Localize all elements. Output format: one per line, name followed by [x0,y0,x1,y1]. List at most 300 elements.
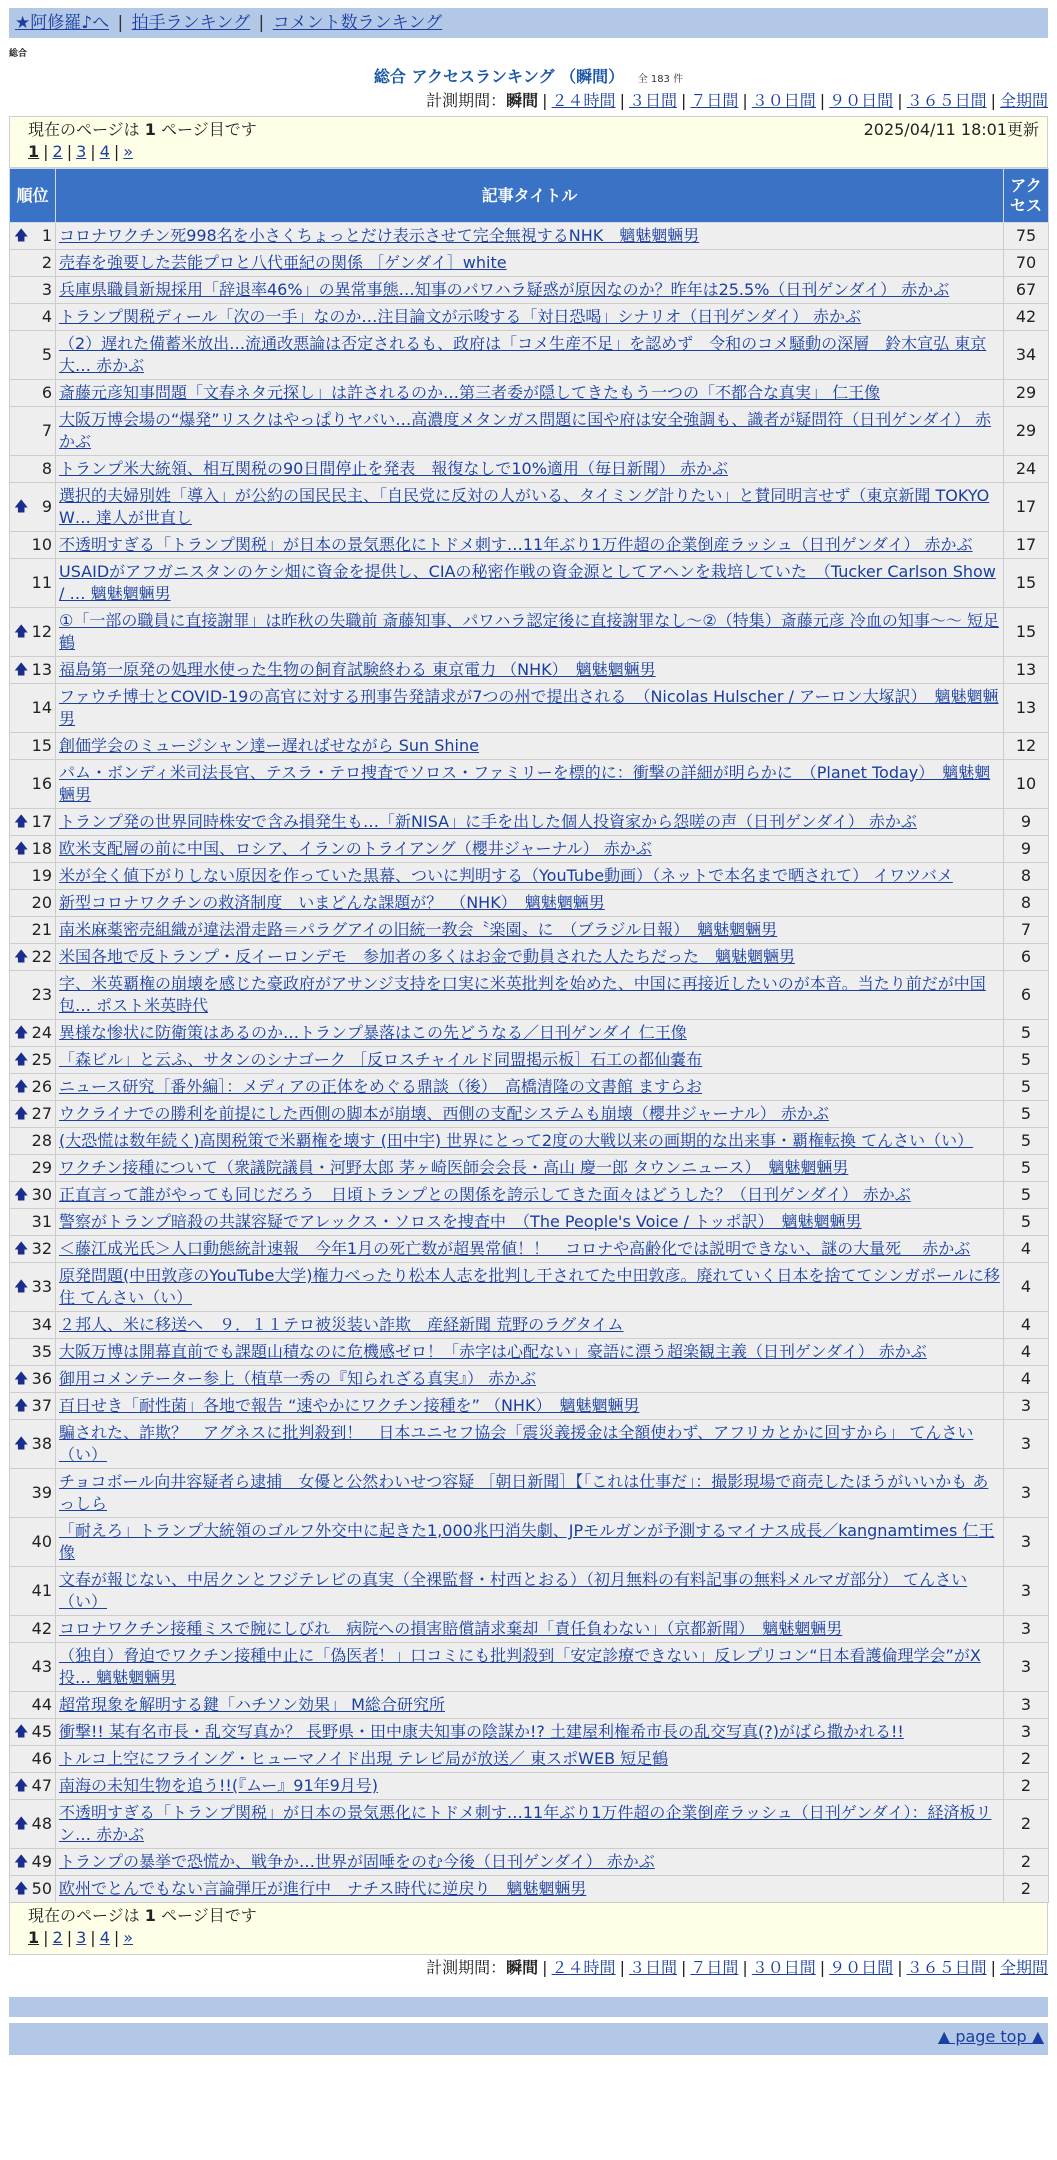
rank-number: 33 [31,1277,52,1296]
article-link[interactable]: 兵庫県職員新規採用「辞退率46%」の異常事態…知事のパワハラ疑惑が原因なのか？昨年は25.5%（日刊ゲンダイ） 赤かぶ [59,280,950,299]
rank-cell [10,1773,56,1800]
pagination-separator: | [90,142,96,161]
title-cell [56,1366,1004,1393]
access-count: 4 [1004,1236,1049,1263]
access-count: 8 [1004,890,1049,917]
title-cell [56,1719,1004,1746]
article-link[interactable]: 正直言って誰がやっても同じだろう 日頃トランプとの関係を誇示してきた面々はどうした？（日刊ゲンダイ） 赤かぶ [59,1185,911,1204]
period-link[interactable]: ９０日間 [829,1958,894,1977]
rank-number: 16 [31,774,52,793]
footer-stripe [9,1997,1048,2023]
home-link[interactable]: ★阿修羅♪へ [15,13,110,33]
article-link[interactable]: 字、米英覇権の崩壊を感じた豪政府がアサンジ支持を口実に米英批判を始めた、中国に再接近したいのが本音。当たり前だが中国包… ポスト米英時代 [59,974,986,1015]
article-link[interactable]: 南海の未知生物を追う!!(『ムー』91年9月号) [59,1776,379,1795]
rank-number: 39 [31,1483,52,1502]
rank-number: 47 [31,1776,52,1795]
article-link[interactable]: トランプ発の世界同時株安で含み損発生も…「新NISA」に手を出した個人投資家から怨嗟の声（日刊ゲンダイ） 赤かぶ [59,812,917,831]
title-cell [56,971,1004,1020]
period-link[interactable]: ２４時間 [551,91,616,110]
rank-cell [10,836,56,863]
access-count: 3 [1004,1643,1049,1692]
rank-number: 11 [31,573,52,592]
access-count: 29 [1004,380,1049,407]
period-label: 計測期間： [426,1958,507,1977]
access-count: 70 [1004,250,1049,277]
table-row [10,917,1049,944]
article-link[interactable]: 創価学会のミュージシャン達ー遅ればせながら Sun Shine [59,736,479,755]
article-link[interactable]: (大恐慌は数年続く)高関税策で米覇権を壊す (田中宇) 世界にとって2度の大戦以来の画期的な出来事・覇権転換 てんさい（い） [59,1131,974,1150]
article-link[interactable]: 百日せき「耐性菌」各地で報告 “速やかにワクチン接種を” （NHK） 魑魅魍魎男 [59,1396,640,1415]
period-link[interactable]: ９０日間 [829,91,894,110]
page-suffix: ページ目です [161,120,257,139]
page-info-box [9,116,1048,168]
title-cell [56,1128,1004,1155]
article-link[interactable]: 騙された、詐欺？ アグネスに批判殺到！ 日本ユニセフ協会「震災義援金は全額使わず、アフリカとかに回すから」 てんさい（い） [59,1423,974,1464]
page-title-text: 総合 アクセスランキング （瞬間） [373,67,625,86]
rank-cell [10,1209,56,1236]
up-arrow-icon: 🡅 [14,1279,29,1295]
up-arrow-icon: 🡅 [14,1436,29,1452]
access-count: 3 [1004,1616,1049,1643]
article-link[interactable]: 大阪万博会場の“爆発”リスクはやっぱりヤバい…高濃度メタンガス問題に国や府は安全強調も、識者が疑問符（日刊ゲンダイ） 赤かぶ [59,410,992,451]
rank-cell [10,483,56,532]
article-link[interactable]: パム・ボンディ米司法長官、テスラ・テロ捜査でソロス・ファミリーを標的に：衝撃の詳細が明らかに （Planet Today） 魑魅魍魎男 [59,763,991,804]
rank-number: 35 [31,1342,52,1361]
rank-number: 19 [31,866,52,885]
page-top-link[interactable]: ▲ page top ▲ [937,2027,1044,2046]
title-cell [56,483,1004,532]
rank-number: 43 [31,1657,52,1676]
table-row [10,733,1049,760]
rank-number: 49 [31,1852,52,1871]
article-link[interactable]: 南米麻薬密売組織が違法滑走路＝パラグアイの旧統一教会〝楽園〟に （ブラジル日報） 魑魅魍魎男 [59,920,778,939]
access-count: 75 [1004,223,1049,250]
page-number: 1 [144,1906,156,1925]
period-current: 瞬間 [506,91,539,110]
up-arrow-icon: 🡅 [14,949,29,965]
rank-cell [10,1616,56,1643]
table-row [10,1128,1049,1155]
table-row [10,250,1049,277]
article-link[interactable]: 文春が報じない、中居クンとフジテレビの真実（全裸監督・村西とおる）（初月無料の有料記事の無料メルマガ部分） てんさい（い） [59,1570,968,1611]
rank-number: 17 [31,812,52,831]
rank-number: 38 [31,1434,52,1453]
pagination [28,141,1039,163]
article-link[interactable]: 欧州でとんでもない言論弾圧が進行中 ナチス時代に逆戻り 魑魅魍魎男 [59,1879,587,1898]
article-link[interactable]: （2）遅れた備蓄米放出…流通改悪論は否定されるも、政府は「コメ生産不足」を認めず 令和のコメ騒動の深層 鈴木宣弘 東京大… 赤かぶ [59,334,987,375]
title-cell [56,863,1004,890]
comment-ranking-link[interactable]: コメント数ランキング [272,13,443,33]
period-link[interactable]: ３６５日間 [906,91,987,110]
access-count: 3 [1004,1393,1049,1420]
rank-cell [10,1101,56,1128]
title-cell [56,250,1004,277]
table-row [10,760,1049,809]
access-count: 5 [1004,1020,1049,1047]
table-row [10,304,1049,331]
up-arrow-icon: 🡅 [14,1187,29,1203]
access-count: 4 [1004,1339,1049,1366]
title-cell [56,223,1004,250]
article-link[interactable]: 異様な惨状に防衛策はあるのか…トランプ暴落はこの先どうなる／日刊ゲンダイ 仁王像 [59,1023,687,1042]
column-header-rank: 順位 [10,169,56,223]
title-cell [56,407,1004,456]
table-row [10,380,1049,407]
up-arrow-icon: 🡅 [14,1816,29,1832]
table-row [10,277,1049,304]
up-arrow-icon: 🡅 [14,1052,29,1068]
updated-timestamp: 2025/04/11 18:01更新 [863,120,1039,139]
rank-number: 5 [41,345,52,364]
pagination-link[interactable]: » [123,1928,134,1947]
article-link[interactable]: 斎藤元彦知事問題「文春ネタ元探し」は許されるのか…第三者委が隠してきたもう一つの「不都合な真実」 仁王像 [59,383,881,402]
period-separator: | [742,1958,748,1977]
page-number: 1 [144,120,156,139]
rank-number: 41 [31,1581,52,1600]
article-link[interactable]: トランプ米大統領、相互関税の90日間停止を発表 報復なしで10%適用（毎日新聞） 赤かぶ [59,459,729,478]
article-link[interactable]: ①「一部の職員に直接謝罪」は昨秋の失職前 斎藤知事、パワハラ認定後に直接謝罪なし～②（特集）斎藤元彦 冷血の知事～～ 短足鶴 [59,611,999,652]
rank-cell [10,331,56,380]
period-separator: | [680,91,687,110]
article-link[interactable]: 選択的夫婦別姓「導入」が公約の国民民主、「自民党に反対の人がいる、タイミング計りたい」と賛同明言せず（東京新聞 TOKYO W… 達人が世直し [59,486,990,527]
table-row [10,1469,1049,1518]
article-link[interactable]: コロナワクチン死998名を小さくちょっとだけ表示させて完全無視するNHK 魑魅魍魎男 [59,226,700,245]
period-link[interactable]: ３日間 [628,1958,677,1977]
period-separator: | [897,1958,903,1977]
rank-cell [10,657,56,684]
rank-cell [10,1263,56,1312]
table-row [10,890,1049,917]
pagination-bottom [28,1927,1039,1949]
footer-bar [9,1997,1048,2055]
article-link[interactable]: 新型コロナワクチンの救済制度 いまどんな課題が？ （NHK） 魑魅魍魎男 [59,893,605,912]
access-count: 6 [1004,944,1049,971]
article-link[interactable]: 不透明すぎる「トランプ関税」が日本の景気悪化にトドメ刺す…11年ぶり1万件超の企業倒産ラッシュ（日刊ゲンダイ）：経済板リン… 赤かぶ [59,1803,992,1844]
table-row [10,971,1049,1020]
rank-cell [10,1849,56,1876]
pagination-separator: | [90,1928,96,1947]
rank-cell [10,1876,56,1903]
title-cell [56,1518,1004,1567]
article-link[interactable]: 米国各地で反トランプ・反イーロンデモ 参加者の多くはお金で動員された人たちだった 魑魅魍魎男 [59,947,796,966]
table-row [10,1746,1049,1773]
access-count: 5 [1004,1047,1049,1074]
title-cell [56,1393,1004,1420]
rank-number: 15 [31,736,52,755]
title-cell [56,836,1004,863]
table-row [10,1263,1049,1312]
pagination-link[interactable]: 4 [99,142,110,161]
period-separator: | [742,91,748,110]
access-count: 5 [1004,1074,1049,1101]
period-link[interactable]: ２４時間 [551,1958,616,1977]
title-cell [56,684,1004,733]
up-arrow-icon: 🡅 [14,624,29,640]
article-link[interactable]: 衝撃!! 某有名市長・乱交写真か？ 長野県・田中康夫知事の陰謀か!? 土建屋利権希市長の乱交写真(?)がばら撒かれる!! [59,1722,904,1741]
article-link[interactable]: コロナワクチン接種ミスで腕にしびれ 病院への損害賠償請求棄却「責任負わない」（京都新聞） 魑魅魍魎男 [59,1619,843,1638]
period-separator: | [680,1958,687,1977]
pagination-link[interactable]: » [123,142,134,161]
table-row [10,809,1049,836]
article-link[interactable]: チョコボール向井容疑者ら逮捕 女優と公然わいせつ容疑 ［朝日新聞］【「これは仕事だ」：撮影現場で商売したほうがいいかも あっしら [59,1472,989,1513]
rank-cell [10,559,56,608]
rank-cell [10,1719,56,1746]
pagination-link[interactable]: 3 [76,1928,87,1947]
page-title [0,66,1057,88]
rank-number: 12 [31,622,52,641]
title-cell [56,1420,1004,1469]
title-cell [56,890,1004,917]
article-link[interactable]: 福島第一原発の処理水使った生物の飼育試験終わる 東京電力 （NHK） 魑魅魍魎男 [59,660,656,679]
article-link[interactable]: トルコ上空にフライング・ヒューマノイド出現 テレビ局が放送／ 東スポWEB 短足鶴 [59,1749,669,1768]
period-link[interactable]: 全期間 [999,1958,1048,1977]
rank-number: 13 [31,660,52,679]
title-cell [56,1692,1004,1719]
article-link[interactable]: 御用コメンテーター参上（植草一秀の『知られざる真実』） 赤かぶ [59,1369,537,1388]
access-count: 29 [1004,407,1049,456]
article-link[interactable]: 超常現象を解明する鍵「ハチソン効果」 M総合研究所 [59,1695,445,1714]
access-count: 3 [1004,1469,1049,1518]
rank-cell [10,1312,56,1339]
pagination-link[interactable]: 4 [99,1928,110,1947]
rank-cell [10,1393,56,1420]
table-row [10,1567,1049,1616]
rank-cell [10,277,56,304]
table-row [10,331,1049,380]
access-count: 9 [1004,836,1049,863]
pagination-separator: | [66,142,73,161]
title-cell [56,1074,1004,1101]
up-arrow-icon: 🡅 [14,1881,29,1897]
access-count: 2 [1004,1746,1049,1773]
table-row [10,1155,1049,1182]
up-arrow-icon: 🡅 [14,814,29,830]
access-count: 17 [1004,483,1049,532]
up-arrow-icon: 🡅 [14,1398,29,1414]
table-row [10,1719,1049,1746]
period-link[interactable]: ３６５日間 [906,1958,987,1977]
period-link[interactable]: ３０日間 [751,1958,816,1977]
table-row [10,1209,1049,1236]
period-link[interactable]: 全期間 [999,91,1048,110]
title-cell [56,1209,1004,1236]
rank-number: 40 [31,1532,52,1551]
title-cell [56,657,1004,684]
rank-number: 3 [41,280,52,299]
article-link[interactable]: ワクチン接種について（衆議院議員・河野太郎 茅ヶ崎医師会会長・高山 慶一郎 タウンニュース） 魑魅魍魎男 [59,1158,849,1177]
rank-number: 46 [31,1749,52,1768]
rank-number: 7 [41,421,52,440]
rank-number: 10 [31,535,52,554]
period-current: 瞬間 [506,1958,539,1977]
rank-number: 8 [41,459,52,478]
table-row [10,1339,1049,1366]
rank-number: 18 [31,839,52,858]
rank-cell [10,1155,56,1182]
period-label: 計測期間： [426,91,507,110]
article-link[interactable]: 「耐えろ」トランプ大統領のゴルフ外交中に起きた1,000兆円消失劇、JPモルガンが予測するマイナス成長／kangnamtimes 仁王像 [59,1521,995,1562]
pagination-separator: | [43,142,49,161]
rank-number: 45 [31,1722,52,1741]
access-count: 6 [1004,971,1049,1020]
access-count: 17 [1004,532,1049,559]
article-link[interactable]: USAIDがアフガニスタンのケシ畑に資金を提供し、CIAの秘密作戦の資金源としてアヘンを栽培していた （Tucker Carlson Show / … 魑魅魍魎男 [59,562,996,603]
pagination-current: 1 [28,142,40,161]
article-link[interactable]: 大阪万博は開幕直前でも課題山積なのに危機感ゼロ！「赤字は心配ない」豪語に漂う超楽観主義（日刊ゲンダイ） 赤かぶ [59,1342,927,1361]
up-arrow-icon: 🡅 [14,1724,29,1740]
table-row [10,684,1049,733]
table-row [10,532,1049,559]
pagination-link[interactable]: 2 [52,1928,63,1947]
article-link[interactable]: 不透明すぎる「トランプ関税」が日本の景気悪化にトドメ刺す…11年ぶり1万件超の企業倒産ラッシュ（日刊ゲンダイ） 赤かぶ [59,535,973,554]
table-row [10,1182,1049,1209]
table-row [10,1312,1049,1339]
article-link[interactable]: ファウチ博士とCOVID-19の高官に対する刑事告発請求が7つの州で提出される （Nicolas Hulscher / アーロン大塚訳） 魑魅魍魎男 [59,687,999,728]
table-row [10,1643,1049,1692]
access-count: 5 [1004,1101,1049,1128]
article-link[interactable]: 「森ビル」と云ふ、サタンのシナゴーク ［反ロスチャイルド同盟掲示板］石工の都仙嚢布 [59,1050,703,1069]
access-count: 5 [1004,1155,1049,1182]
pagination-link[interactable]: 3 [76,142,87,161]
period-selector-bottom [9,1957,1048,1979]
rank-number: 36 [31,1369,52,1388]
rank-number: 24 [31,1023,52,1042]
title-cell [56,1469,1004,1518]
access-count: 8 [1004,863,1049,890]
period-separator: | [619,91,625,110]
article-link[interactable]: 売春を強要した芸能プロと八代亜紀の関係 ［ゲンダイ］white [59,253,507,272]
rank-cell [10,1643,56,1692]
up-arrow-icon: 🡅 [14,499,29,515]
rank-number: 42 [31,1619,52,1638]
rank-number: 26 [31,1077,52,1096]
access-count: 7 [1004,917,1049,944]
rank-number: 32 [31,1239,52,1258]
column-header-count: アクセス [1004,169,1049,223]
table-row [10,1020,1049,1047]
rank-cell [10,733,56,760]
access-count: 3 [1004,1518,1049,1567]
article-link[interactable]: ２邦人、米に移送へ ９．１１テロ被災装い詐欺 産経新聞 荒野のラグタイム [59,1315,624,1334]
table-row [10,1047,1049,1074]
period-link[interactable]: ３０日間 [751,91,816,110]
rank-cell [10,1692,56,1719]
period-link[interactable]: ７日間 [690,91,739,110]
rank-cell [10,1746,56,1773]
table-row [10,223,1049,250]
up-arrow-icon: 🡅 [14,1854,29,1870]
period-separator: | [990,1958,996,1977]
table-row [10,456,1049,483]
period-link[interactable]: ３日間 [628,91,677,110]
rank-cell [10,1518,56,1567]
rank-number: 20 [31,893,52,912]
title-cell [56,1800,1004,1849]
article-link[interactable]: 原発問題(中田敦彦のYouTube大学)権力べったり松本人志を批判し干されてた中田敦彦。廃れていく日本を捨ててシンガポールに移住 てんさい（い） [59,1266,1000,1307]
table-row [10,1876,1049,1903]
title-cell [56,809,1004,836]
rank-cell [10,407,56,456]
title-cell [56,917,1004,944]
rank-cell [10,1567,56,1616]
rank-number: 48 [31,1814,52,1833]
rank-number: 50 [31,1879,52,1898]
period-selector [9,90,1048,112]
pagination-separator: | [113,1928,120,1947]
article-link[interactable]: 米が全く値下がりしない原因を作っていた黒幕、ついに判明する（YouTube動画）（ネットで本名まで晒されて） イワツバメ [59,866,953,885]
column-header-title: 記事タイトル [56,169,1004,223]
article-link[interactable]: トランプ関税ディール「次の一手」なのか…注目論文が示唆する「対日恐喝」シナリオ（日刊ゲンダイ） 赤かぶ [59,307,862,326]
access-count: 3 [1004,1567,1049,1616]
rank-cell [10,760,56,809]
title-cell [56,944,1004,971]
top-nav-bar [9,8,1048,38]
article-link[interactable]: ＜藤江成光氏＞人口動態統計速報 今年1月の死亡数が超異常値！！ コロナや高齢化では説明できない、謎の大量死 赤かぶ [59,1239,971,1258]
rank-number: 44 [31,1695,52,1714]
up-arrow-icon: 🡅 [14,1371,29,1387]
article-link[interactable]: ウクライナでの勝利を前提にした西側の脚本が崩壊、西側の支配システムも崩壊（櫻井ジャーナル） 赤かぶ [59,1104,829,1123]
nav-separator: | [117,13,124,33]
applause-ranking-link[interactable]: 拍手ランキング [131,13,251,33]
table-row [10,1692,1049,1719]
pagination-separator: | [43,1928,49,1947]
table-row [10,1616,1049,1643]
access-count: 24 [1004,456,1049,483]
title-cell [56,380,1004,407]
title-cell [56,1182,1004,1209]
rank-cell [10,971,56,1020]
title-cell [56,559,1004,608]
rank-number: 27 [31,1104,52,1123]
title-cell [56,1567,1004,1616]
access-count: 67 [1004,277,1049,304]
up-arrow-icon: 🡅 [14,1106,29,1122]
table-row [10,944,1049,971]
article-link[interactable]: （独自）脅迫でワクチン接種中止に「偽医者！」口コミにも批判殺到「安定診療できない」反レプリコン“日本看護倫理学会”がX投… 魑魅魍魎男 [59,1646,981,1687]
rank-number: 6 [41,383,52,402]
pagination-link[interactable]: 2 [52,142,63,161]
table-row [10,483,1049,532]
title-cell [56,532,1004,559]
title-cell [56,733,1004,760]
table-row [10,863,1049,890]
period-link[interactable]: ７日間 [690,1958,739,1977]
access-count: 13 [1004,657,1049,684]
pagination-separator: | [66,1928,73,1947]
title-cell [56,331,1004,380]
total-count: 全 183 件 [637,74,684,85]
period-separator: | [542,91,548,110]
article-link[interactable]: ニュース研究［番外編］：メディアの正体をめぐる鼎談（後） 高橋清隆の文書館 ますらお [59,1077,703,1096]
rank-cell [10,250,56,277]
rank-number: 31 [31,1212,52,1231]
rank-number: 9 [41,497,52,516]
up-arrow-icon: 🡅 [14,662,29,678]
article-link[interactable]: 警察がトランプ暗殺の共謀容疑でアレックス・ソロスを捜査中 （The People's Voice / トッポ訳） 魑魅魍魎男 [59,1212,862,1231]
rank-cell [10,1420,56,1469]
rank-cell [10,1339,56,1366]
access-count: 12 [1004,733,1049,760]
title-cell [56,1312,1004,1339]
table-row [10,1773,1049,1800]
access-count: 4 [1004,1263,1049,1312]
rank-cell [10,304,56,331]
access-count: 2 [1004,1800,1049,1849]
title-cell [56,1773,1004,1800]
rank-cell [10,456,56,483]
article-link[interactable]: トランプの暴挙で恐慌か、戦争か…世界が固唾をのむ今後（日刊ゲンダイ） 赤かぶ [59,1852,655,1871]
article-link[interactable]: 欧米支配層の前に中国、ロシア、イランのトライアング（櫻井ジャーナル） 赤かぶ [59,839,652,858]
